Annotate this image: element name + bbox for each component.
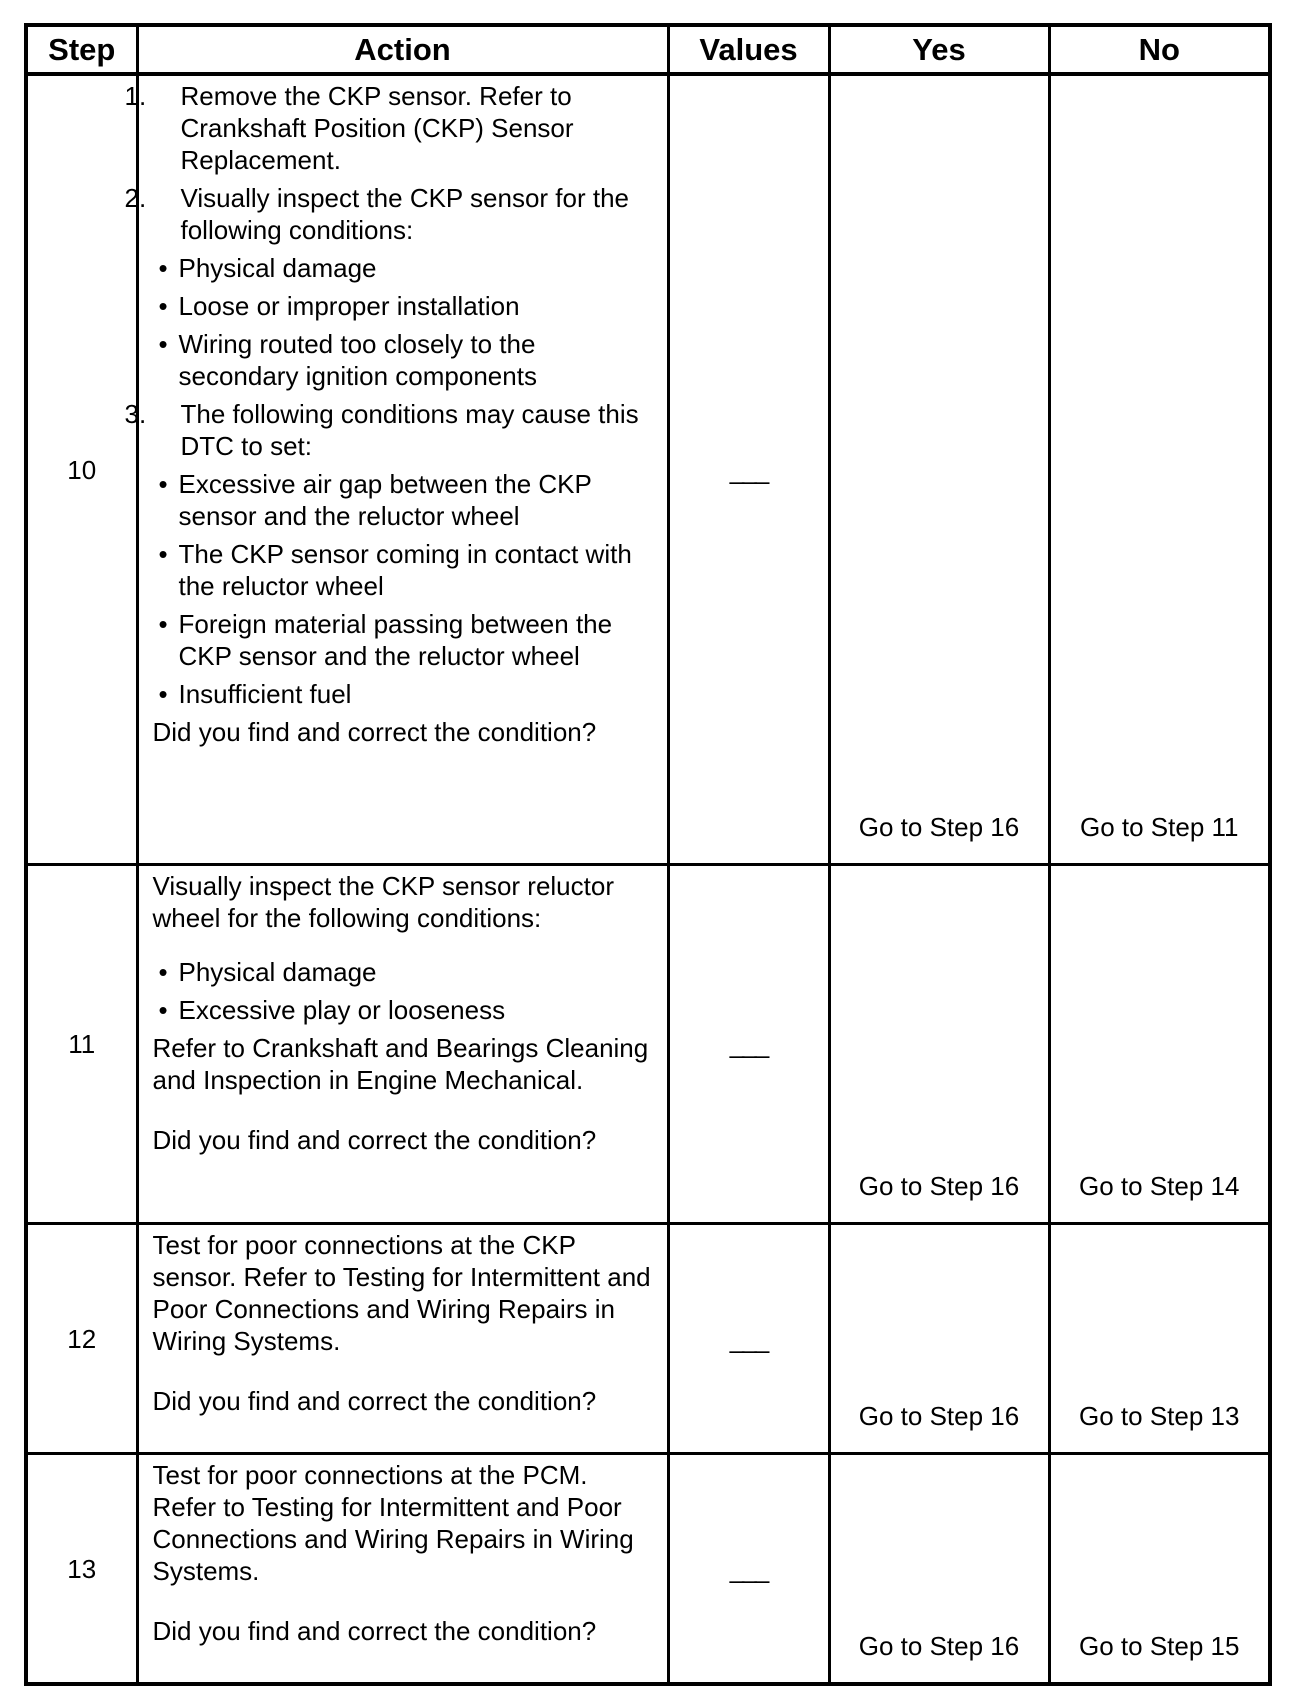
bullet-list — [153, 956, 655, 1026]
question-text: Did you find and correct the condition? — [152, 717, 597, 747]
item-number: 3. — [124, 399, 147, 429]
item-number: 1. — [124, 81, 147, 111]
step-number: 13 — [26, 1454, 137, 1684]
item-text: Visually inspect the CKP sensor for the following conditions: — [180, 183, 629, 245]
question-text: Did you find and correct the condition? — [152, 1616, 597, 1647]
step-number: 10 — [26, 74, 137, 865]
bullet-list — [153, 252, 655, 392]
table-row-step-10 — [26, 74, 1270, 865]
no-cell — [1049, 1454, 1270, 1684]
header-step: Step — [26, 25, 137, 74]
no-cell — [1049, 74, 1270, 865]
header-no: No — [1049, 25, 1270, 74]
list-item: • The CKP sensor coming in contact with the reluctor wheel — [153, 538, 655, 602]
values-text: ___ — [729, 1029, 768, 1060]
values-text: ___ — [729, 454, 768, 485]
item-number: 2. — [124, 183, 147, 213]
list-item: • Excessive air gap between the CKP sensor and the reluctor wheel — [153, 468, 655, 532]
yes-link: Go to Step 16 — [858, 1171, 1020, 1202]
header-yes: Yes — [829, 25, 1049, 74]
list-item: • Foreign material passing between the CKP sensor and the reluctor wheel — [153, 608, 655, 672]
action-text: Test for poor connections at the PCM. Refer to Testing for Intermittent and Poor Connections and Wiring Repairs in Wiring Systems. — [152, 1460, 634, 1587]
list-item: • Excessive play or looseness — [153, 994, 655, 1026]
no-cell — [1049, 865, 1270, 1224]
numbered-item — [124, 80, 655, 176]
list-item: • Wiring routed too closely to the secondary ignition components — [153, 328, 655, 392]
yes-cell — [829, 865, 1049, 1224]
header-action: Action — [137, 25, 668, 74]
reference-text: Refer to Crankshaft and Bearings Cleaning and Inspection in Engine Mechanical. — [152, 1033, 649, 1096]
no-link: Go to Step 13 — [1079, 1401, 1240, 1432]
question-text: Did you find and correct the condition? — [152, 1386, 597, 1417]
action-cell — [137, 1224, 668, 1454]
values-cell — [668, 865, 829, 1224]
item-text: Remove the CKP sensor. Refer to Crankshaft Position (CKP) Sensor Replacement. — [180, 81, 574, 175]
header-values: Values — [668, 25, 829, 74]
yes-link: Go to Step 16 — [858, 812, 1020, 843]
step-number: 12 — [26, 1224, 137, 1454]
step-number: 11 — [26, 865, 137, 1224]
item-text: The following conditions may cause this DTC to set: — [180, 399, 639, 461]
action-cell — [137, 1454, 668, 1684]
no-link: Go to Step 11 — [1079, 812, 1239, 843]
values-cell — [668, 1454, 829, 1684]
table-row-step-13 — [26, 1454, 1270, 1684]
action-text: Test for poor connections at the CKP sensor. Refer to Testing for Intermittent and Poor Connections and Wiring Repairs in Wiring Systems. — [152, 1230, 651, 1357]
yes-link: Go to Step 16 — [858, 1631, 1020, 1661]
bullet-list — [153, 468, 655, 710]
diagnostic-table — [24, 23, 1272, 1686]
header-row — [26, 25, 1270, 74]
question-text: Did you find and correct the condition? — [152, 1125, 597, 1156]
values-cell — [668, 74, 829, 865]
values-text: ___ — [729, 1323, 768, 1354]
list-item: • Physical damage — [153, 956, 655, 988]
numbered-item — [124, 398, 655, 462]
numbered-item — [124, 182, 655, 246]
yes-cell — [829, 1224, 1049, 1454]
action-cell — [124, 74, 668, 865]
list-item: • Physical damage — [153, 252, 655, 284]
table-row-step-11 — [26, 865, 1270, 1224]
no-link: Go to Step 15 — [1079, 1631, 1240, 1661]
no-cell — [1049, 1224, 1270, 1454]
yes-cell — [829, 74, 1049, 865]
list-item: • Insufficient fuel — [153, 678, 655, 710]
action-cell — [137, 865, 668, 1224]
values-text: ___ — [729, 1553, 768, 1584]
intro-text: Visually inspect the CKP sensor reluctor wheel for the following conditions: — [152, 871, 614, 934]
values-cell — [668, 1224, 829, 1454]
list-item: • Loose or improper installation — [153, 290, 655, 322]
yes-link: Go to Step 16 — [858, 1401, 1020, 1432]
yes-cell — [829, 1454, 1049, 1684]
no-link: Go to Step 14 — [1079, 1171, 1240, 1202]
table-row-step-12 — [26, 1224, 1270, 1454]
